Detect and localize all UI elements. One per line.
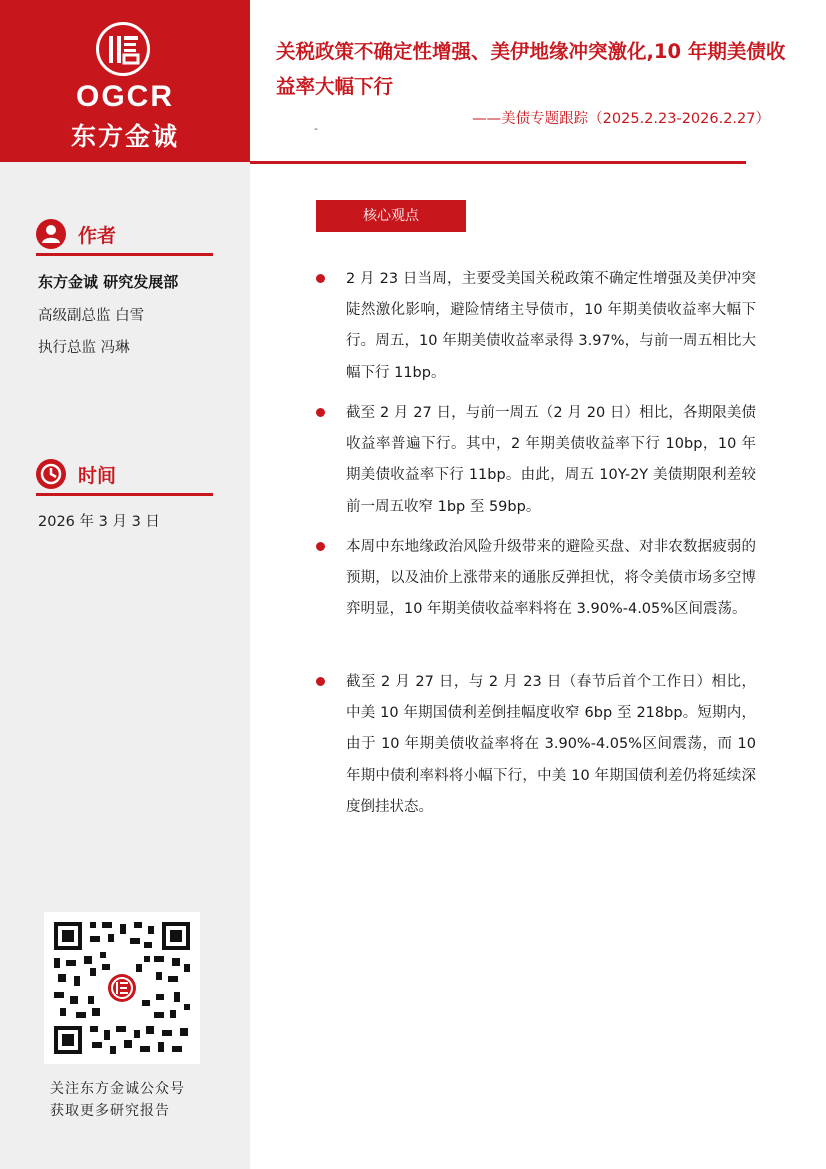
core-point-4 [316, 667, 756, 823]
author-department: 东方金诚 研究发展部 [38, 273, 179, 291]
time-section-header [36, 459, 213, 495]
core-point-text: 本周中东地缘政治风险升级带来的避险买盘、对非农数据疲弱的预期，以及油价上涨带来的通胀反弹担忧，将令美债市场多空博弈明显，10 年期美债收益率料将在 3.90%-4.05%区间震荡。 [346, 539, 756, 618]
clock-icon [36, 459, 66, 489]
bullet-icon [316, 542, 325, 551]
brand-header [0, 0, 250, 162]
time-divider [36, 493, 213, 496]
ogcr-seal-icon [96, 22, 150, 76]
qr-caption-line-2: 获取更多研究报告 [50, 1103, 170, 1119]
core-points-tab: 核心观点 [316, 200, 466, 232]
core-point-3 [316, 532, 756, 626]
author-section-header [36, 219, 213, 255]
brand-name-cn: 东方金诚 [70, 122, 179, 151]
author-line-1: 高级副总监 白雪 [38, 308, 145, 324]
time-heading: 时间 [78, 465, 117, 487]
header-divider [250, 161, 746, 164]
brand-name-en: OGCR [76, 80, 174, 113]
qr-caption-line-1: 关注东方金诚公众号 [50, 1081, 185, 1097]
core-point-1 [316, 264, 756, 389]
report-subtitle: ——美债专题跟踪（2025.2.23-2026.2.27） [472, 111, 770, 127]
bullet-icon [316, 274, 325, 283]
core-point-text: 截至 2 月 27 日，与 2 月 23 日（春节后首个工作日）相比，中美 10 年期国债利差倒挂幅度收窄 6bp 至 218bp。短期内，由于 10 年期美债收益率将在 3.90%-4.05%区间震荡，而 10 年期中债利率料将小幅下行，中美 10 年期国债利差仍将延续深度倒挂状态。 [346, 674, 756, 815]
bullet-icon [316, 408, 325, 417]
person-icon [36, 219, 66, 249]
author-line-2: 执行总监 冯琳 [38, 340, 130, 356]
report-title: 关税政策不确定性增强、美伊地缘冲突激化,10 年期美债收益率大幅下行 [276, 40, 786, 98]
core-point-text: 截至 2 月 27 日，与前一周五（2 月 20 日）相比，各期限美债收益率普遍下行。其中，2 年期美债收益率下行 10bp，10 年期美债收益率下行 11bp。由此，周五 10Y-2Y 美债期限利差较前一周五收窄 1bp 至 59bp。 [346, 405, 756, 515]
author-heading: 作者 [78, 225, 117, 247]
author-divider [36, 253, 213, 256]
qr-code-icon[interactable] [44, 912, 200, 1064]
report-date: 2026 年 3 月 3 日 [38, 514, 160, 530]
core-point-2 [316, 398, 756, 523]
header-dash: - [314, 122, 318, 135]
core-point-text: 2 月 23 日当周，主要受美国关税政策不确定性增强及美伊冲突陡然激化影响，避险情绪主导债市，10 年期美债收益率大幅下行。周五，10 年期美债收益率录得 3.97%，与前一周五相比大幅下行 11bp。 [346, 271, 756, 381]
bullet-icon [316, 677, 325, 686]
